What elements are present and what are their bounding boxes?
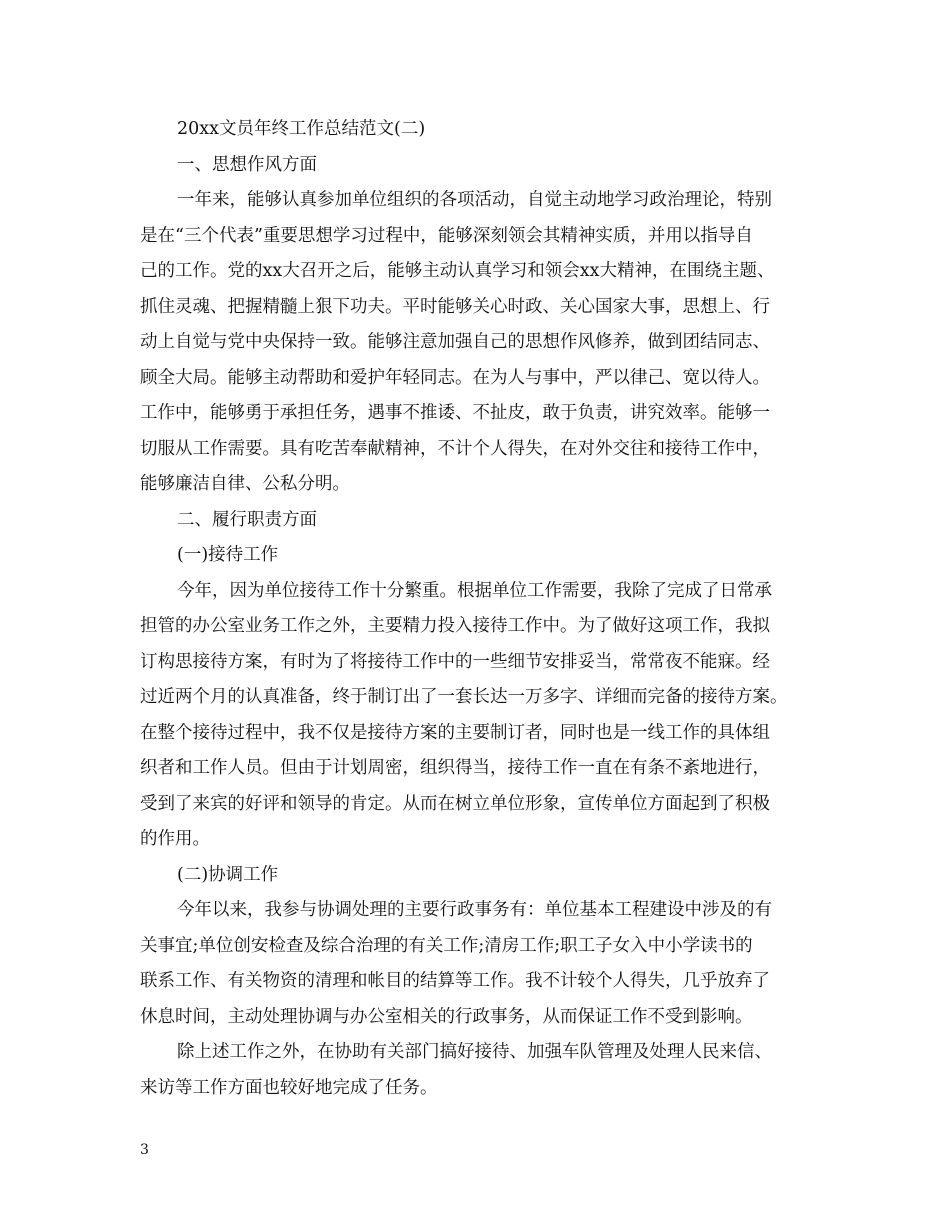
text-line: 订构思接待方案，有时为了将接待工作中的一些细节安排妥当，常常夜不能寐。经 [140, 651, 770, 672]
text-line: 受到了来宾的好评和领导的肯定。从而在树立单位形象，宣传单位方面起到了积极 [140, 793, 770, 814]
text-line: (二)协调工作 [177, 864, 279, 885]
text-line: 的作用。 [140, 829, 210, 849]
text-line: 工作中，能够勇于承担任务，遇事不推诿、不扯皮，敢于负责，讲究效率。能够一 [140, 403, 770, 423]
text-line: 己的工作。党的xx大召开之后，能够主动认真学习和领会xx大精神，在围绕主题、 [140, 261, 775, 281]
text-line: 抓住灵魂、把握精髓上狠下功夫。平时能够关心时政、关心国家大事，思想上、行 [140, 296, 770, 317]
text-line: 动上自觉与党中央保持一致。能够注意加强自己的思想作风修养，做到团结同志、 [140, 332, 770, 352]
text-line: 今年，因为单位接待工作十分繁重。根据单位工作需要，我除了完成了日常承 [177, 580, 772, 601]
text-line: 能够廉洁自律、公私分明。 [140, 474, 350, 494]
text-line: 来访等工作方面也较好地完成了任务。 [140, 1077, 438, 1098]
document-body [140, 112, 820, 1106]
text-line: 是在“三个代表”重要思想学习过程中，能够深刻领会其精神实质，并用以指导自 [140, 225, 753, 246]
text-line: (一)接待工作 [177, 545, 279, 565]
text-line: 关事宜;单位创安检查及综合治理的有关工作;清房工作;职工子女入中小学读书的 [140, 935, 753, 956]
text-line: 在整个接待过程中，我不仅是接待方案的主要制订者，同时也是一线工作的具体组 [140, 722, 770, 743]
text-line: 联系工作、有关物资的清理和帐目的结算等工作。我不计较个人得失，几乎放弃了 [140, 971, 770, 991]
text-line: 切服从工作需要。具有吃苦奉献精神，不计个人得失，在对外交往和接待工作中， [140, 438, 770, 459]
text-line: 织者和工作人员。但由于计划周密，组织得当，接待工作一直在有条不紊地进行， [140, 758, 770, 778]
text-line: 休息时间，主动处理协调与办公室相关的行政事务，从而保证工作不受到影响。 [140, 1006, 753, 1027]
text-line: 一年来，能够认真参加单位组织的各项活动，自觉主动地学习政治理论，特别 [177, 190, 772, 210]
page-number: 3 [140, 1142, 149, 1158]
text-line: 今年以来，我参与协调处理的主要行政事务有：单位基本工程建设中涉及的有 [177, 900, 772, 920]
text-line: 一、思想作风方面 [177, 154, 317, 175]
text-line: 顾全大局。能够主动帮助和爱护年轻同志。在为人与事中，严以律己、宽以待人。 [140, 367, 770, 388]
text-line: 过近两个月的认真准备，终于制订出了一套长达一万多字、详细而完备的接待方案。 [140, 687, 788, 707]
text-line: 除上述工作之外，在协助有关部门搞好接待、加强车队管理及处理人民来信、 [177, 1042, 772, 1062]
text-line: 二、履行职责方面 [177, 509, 317, 530]
text-line: 担管的办公室业务工作之外，主要精力投入接待工作中。为了做好这项工作，我拟 [140, 616, 770, 636]
text-line: 20xx文员年终工作总结范文(二) [177, 119, 426, 139]
